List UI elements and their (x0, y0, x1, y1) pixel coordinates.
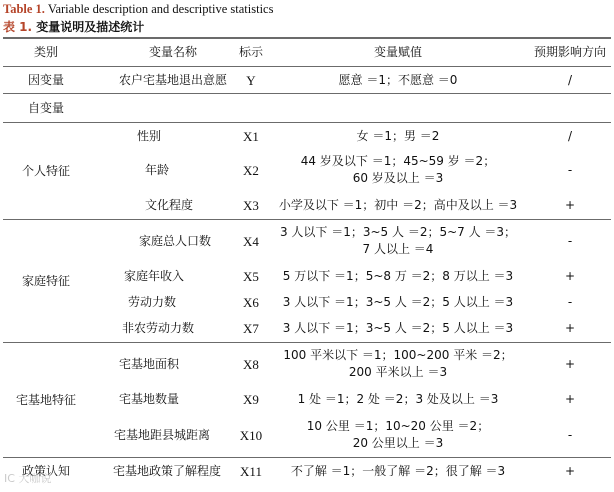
x10-name: 宅基地距县城距离 (113, 427, 210, 442)
x2-assignment (280, 149, 516, 191)
row-rule (3, 93, 611, 94)
independent-label: 自变量 (27, 100, 64, 115)
x1-symbol: X1 (243, 128, 259, 144)
x6-expected: - (567, 294, 573, 309)
group-homestead: 宅基地特征 (15, 392, 76, 407)
x5-expected: + (564, 268, 576, 283)
caption-chinese (3, 18, 144, 35)
x10-assignment (280, 413, 516, 457)
x6-symbol: X6 (243, 294, 259, 310)
x5-symbol: X5 (243, 268, 259, 284)
x1-assignment: 女 ＝1；男 ＝2 (356, 128, 440, 143)
group-family: 家庭特征 (21, 273, 70, 288)
x11-name: 宅基地政策了解程度 (112, 463, 221, 478)
x6-assignment: 3 人以下 ＝1；3~5 人 ＝2；5 人以上 ＝3 (282, 294, 514, 309)
x2-assignment-line-1: 44 岁及以下 ＝1；45~59 岁 ＝2； (300, 154, 496, 168)
x11-assignment: 不了解 ＝1；一般了解 ＝2；很了解 ＝3 (290, 463, 506, 478)
x9-expected: + (564, 391, 576, 406)
x7-symbol: X7 (243, 321, 259, 336)
x3-expected: + (564, 198, 576, 212)
x9-name: 宅基地数量 (118, 391, 179, 406)
x6-name: 劳动力数 (127, 294, 176, 309)
caption-chinese-prefix: 表 1. (3, 20, 33, 34)
header-expected-direction: 预期影响方向 (533, 44, 606, 59)
x1-name: 性别 (136, 128, 161, 143)
x4-assignment-line-1: 3 人以下 ＝1；3~5 人 ＝2；5~7 人 ＝3； (279, 225, 517, 239)
x9-assignment: 1 处 ＝1；2 处 ＝2；3 处及以上 ＝3 (297, 391, 499, 406)
x10-expected: - (567, 427, 573, 442)
caption-chinese-text: 变量说明及描述统计 (32, 20, 145, 34)
x9-symbol: X9 (243, 391, 259, 407)
x10-assignment-line-1: 10 公里 ＝1；10~20 公里 ＝2； (306, 419, 490, 433)
x4-assignment (280, 220, 516, 262)
x10-assignment-line-2: 20 公里以上 ＝3 (352, 436, 444, 450)
header-category: 类别 (33, 44, 58, 59)
caption-english-prefix: Table 1. (3, 2, 45, 16)
group-policy: 政策认知 (21, 463, 70, 478)
dependent-name: 农户宅基地退出意愿 (118, 72, 227, 87)
dependent-assignment: 愿意 ＝1；不愿意 ＝0 (338, 72, 458, 87)
x2-symbol: X2 (243, 162, 259, 178)
header-variable-name: 变量名称 (148, 44, 197, 59)
x2-name: 年龄 (144, 162, 169, 177)
caption-english (3, 2, 273, 17)
x4-symbol: X4 (243, 233, 259, 249)
x8-symbol: X8 (243, 356, 259, 372)
dependent-symbol: Y (246, 72, 256, 88)
x8-assignment (280, 343, 516, 385)
x3-name: 文化程度 (144, 198, 193, 212)
dependent-expected: / (567, 72, 573, 87)
x11-expected: + (564, 463, 576, 478)
x11-symbol: X11 (240, 463, 262, 479)
x7-expected: + (564, 321, 576, 335)
group-personal: 个人特征 (21, 163, 70, 178)
x10-symbol: X10 (239, 427, 263, 443)
x7-name: 非农劳动力数 (121, 321, 194, 335)
x8-expected: + (564, 356, 576, 371)
x8-assignment-line-1: 100 平米以下 ＝1；100~200 平米 ＝2； (283, 348, 513, 362)
x5-assignment: 5 万以下 ＝1；5~8 万 ＝2；8 万以上 ＝3 (282, 268, 514, 283)
watermark: IC 大咖说 (4, 472, 52, 485)
x4-name: 家庭总人口数 (138, 233, 211, 248)
header-assignment: 变量赋值 (373, 44, 422, 59)
x4-assignment-line-2: 7 人以上 ＝4 (362, 242, 434, 256)
x8-assignment-line-2: 200 平米以上 ＝3 (348, 365, 448, 379)
dependent-category: 因变量 (27, 72, 64, 87)
header-symbol: 标示 (238, 44, 263, 59)
x5-name: 家庭年收入 (123, 268, 184, 283)
x2-assignment-line-2: 60 岁及以上 ＝3 (352, 171, 444, 185)
x2-expected: - (567, 162, 573, 177)
x1-expected: / (567, 128, 573, 143)
caption-english-text: Variable description and descriptive statistics (44, 2, 274, 16)
x7-assignment: 3 人以下 ＝1；3~5 人 ＝2；5 人以上 ＝3 (282, 321, 514, 335)
x8-name: 宅基地面积 (118, 356, 179, 371)
x3-symbol: X3 (243, 198, 259, 213)
x4-expected: - (567, 233, 573, 248)
x3-assignment: 小学及以下 ＝1；初中 ＝2；高中及以上 ＝3 (278, 198, 518, 212)
